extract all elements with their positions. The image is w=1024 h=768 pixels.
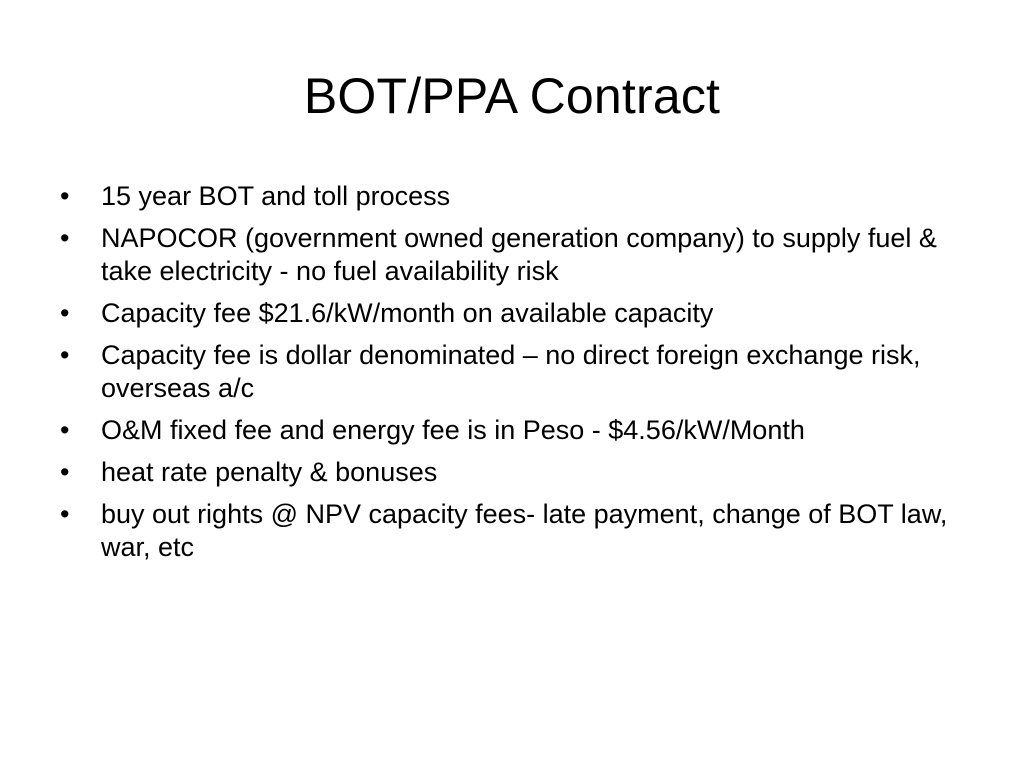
bullet-icon: • (60, 298, 70, 328)
bullet-icon: • (60, 181, 70, 211)
bullet-text: Capacity fee is dollar denominated – no direct foreign exchange risk, overseas a/c (101, 340, 921, 403)
bullet-item (58, 222, 978, 288)
bullet-item (58, 498, 978, 564)
bullet-text: buy out rights @ NPV capacity fees- late payment, change of BOT law, war, etc (101, 499, 948, 562)
bullet-list (58, 180, 978, 573)
bullet-text: heat rate penalty & bonuses (101, 457, 438, 487)
bullet-text: NAPOCOR (government owned generation company) to supply fuel & take electricity - no fuel availability risk (101, 223, 937, 286)
bullet-text: O&M fixed fee and energy fee is in Peso - $4.56/kW/Month (101, 415, 805, 445)
bullet-icon: • (60, 223, 70, 253)
slide-title: BOT/PPA Contract (303, 68, 721, 124)
bullet-text: 15 year BOT and toll process (101, 181, 451, 211)
bullet-item (58, 414, 978, 447)
bullet-text: Capacity fee $21.6/kW/month on available capacity (101, 298, 714, 328)
bullet-icon: • (60, 340, 70, 370)
bullet-item (58, 180, 978, 213)
bullet-icon: • (60, 499, 70, 529)
bullet-item (58, 339, 978, 405)
bullet-icon: • (60, 457, 70, 487)
bullet-icon: • (60, 415, 70, 445)
bullet-item (58, 456, 978, 489)
bullet-item (58, 297, 978, 330)
